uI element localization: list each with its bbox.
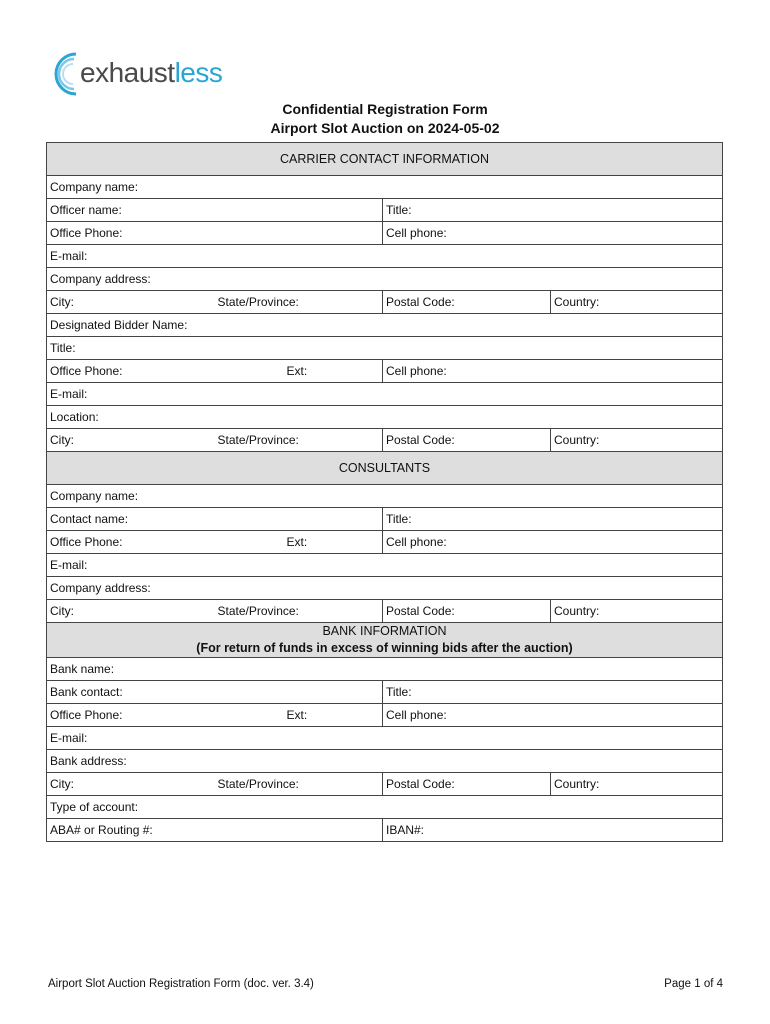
bank-cell-phone-field[interactable]: Cell phone: — [383, 704, 723, 727]
carrier-location-field[interactable]: Location: — [47, 406, 723, 429]
carrier-email-field[interactable]: E-mail: — [47, 245, 723, 268]
carrier-bidder-title-field[interactable]: Title: — [47, 337, 723, 360]
bank-routing-field[interactable]: ABA# or Routing #: — [47, 819, 383, 842]
carrier-title-field[interactable]: Title: — [383, 199, 723, 222]
carrier-officer-name-field[interactable]: Officer name: — [47, 199, 383, 222]
carrier-state2-field[interactable]: State/Province: — [215, 429, 383, 452]
consultant-email-field[interactable]: E-mail: — [47, 554, 723, 577]
carrier-bidder-cell-field[interactable]: Cell phone: — [383, 360, 723, 383]
bank-city-field[interactable]: City: — [47, 773, 215, 796]
bank-title-field[interactable]: Title: — [383, 681, 723, 704]
carrier-city-field[interactable]: City: — [47, 291, 215, 314]
bank-country-field[interactable]: Country: — [551, 773, 723, 796]
bank-name-field[interactable]: Bank name: — [47, 658, 723, 681]
carrier-bidder-ext-field[interactable]: Ext: — [215, 360, 383, 383]
consultant-title-field[interactable]: Title: — [383, 508, 723, 531]
consultant-cell-phone-field[interactable]: Cell phone: — [383, 531, 723, 554]
carrier-office-phone-field[interactable]: Office Phone: — [47, 222, 383, 245]
bank-state-field[interactable]: State/Province: — [215, 773, 383, 796]
carrier-country-field[interactable]: Country: — [551, 291, 723, 314]
registration-form-table — [46, 142, 723, 842]
footer-document-version: Airport Slot Auction Registration Form (doc. ver. 3.4) — [48, 978, 314, 990]
carrier-bidder-phone-field[interactable]: Office Phone: — [47, 360, 215, 383]
form-subtitle: Airport Slot Auction on 2024-05-02 — [270, 120, 500, 136]
bank-heading-subtitle: (For return of funds in excess of winning bids after the auction) — [196, 641, 573, 655]
logo-text-exhaust: exhaust — [80, 57, 175, 88]
exhaustless-logo — [50, 50, 250, 98]
consultant-company-name-field[interactable]: Company name: — [47, 485, 723, 508]
bank-office-phone-field[interactable]: Office Phone: — [47, 704, 215, 727]
consultant-city-field[interactable]: City: — [47, 600, 215, 623]
carrier-bidder-name-field[interactable]: Designated Bidder Name: — [47, 314, 723, 337]
consultant-office-phone-field[interactable]: Office Phone: — [47, 531, 215, 554]
bank-ext-field[interactable]: Ext: — [215, 704, 383, 727]
bank-email-field[interactable]: E-mail: — [47, 727, 723, 750]
consultant-postal-field[interactable]: Postal Code: — [383, 600, 551, 623]
consultant-country-field[interactable]: Country: — [551, 600, 723, 623]
bank-heading-title: BANK INFORMATION — [322, 624, 447, 638]
logo-text-less: less — [174, 57, 223, 88]
bank-account-type-field[interactable]: Type of account: — [47, 796, 723, 819]
form-titles — [0, 100, 770, 138]
bank-contact-field[interactable]: Bank contact: — [47, 681, 383, 704]
carrier-bidder-email-field[interactable]: E-mail: — [47, 383, 723, 406]
carrier-state-field[interactable]: State/Province: — [215, 291, 383, 314]
carrier-postal2-field[interactable]: Postal Code: — [383, 429, 551, 452]
bank-iban-field[interactable]: IBAN#: — [383, 819, 723, 842]
footer-page-number: Page 1 of 4 — [664, 978, 723, 990]
form-title: Confidential Registration Form — [282, 101, 488, 117]
consultant-company-address-field[interactable]: Company address: — [47, 577, 723, 600]
carrier-postal-field[interactable]: Postal Code: — [383, 291, 551, 314]
carrier-company-address-field[interactable]: Company address: — [47, 268, 723, 291]
bank-address-field[interactable]: Bank address: — [47, 750, 723, 773]
carrier-city2-field[interactable]: City: — [47, 429, 215, 452]
bank-postal-field[interactable]: Postal Code: — [383, 773, 551, 796]
consultant-contact-name-field[interactable]: Contact name: — [47, 508, 383, 531]
section-bank-heading — [47, 623, 723, 658]
carrier-cell-phone-field[interactable]: Cell phone: — [383, 222, 723, 245]
carrier-company-name-field[interactable]: Company name: — [47, 176, 723, 199]
consultant-state-field[interactable]: State/Province: — [215, 600, 383, 623]
section-carrier-heading: CARRIER CONTACT INFORMATION — [47, 143, 723, 176]
section-consultants-heading: CONSULTANTS — [47, 452, 723, 485]
consultant-ext-field[interactable]: Ext: — [215, 531, 383, 554]
carrier-country2-field[interactable]: Country: — [551, 429, 723, 452]
